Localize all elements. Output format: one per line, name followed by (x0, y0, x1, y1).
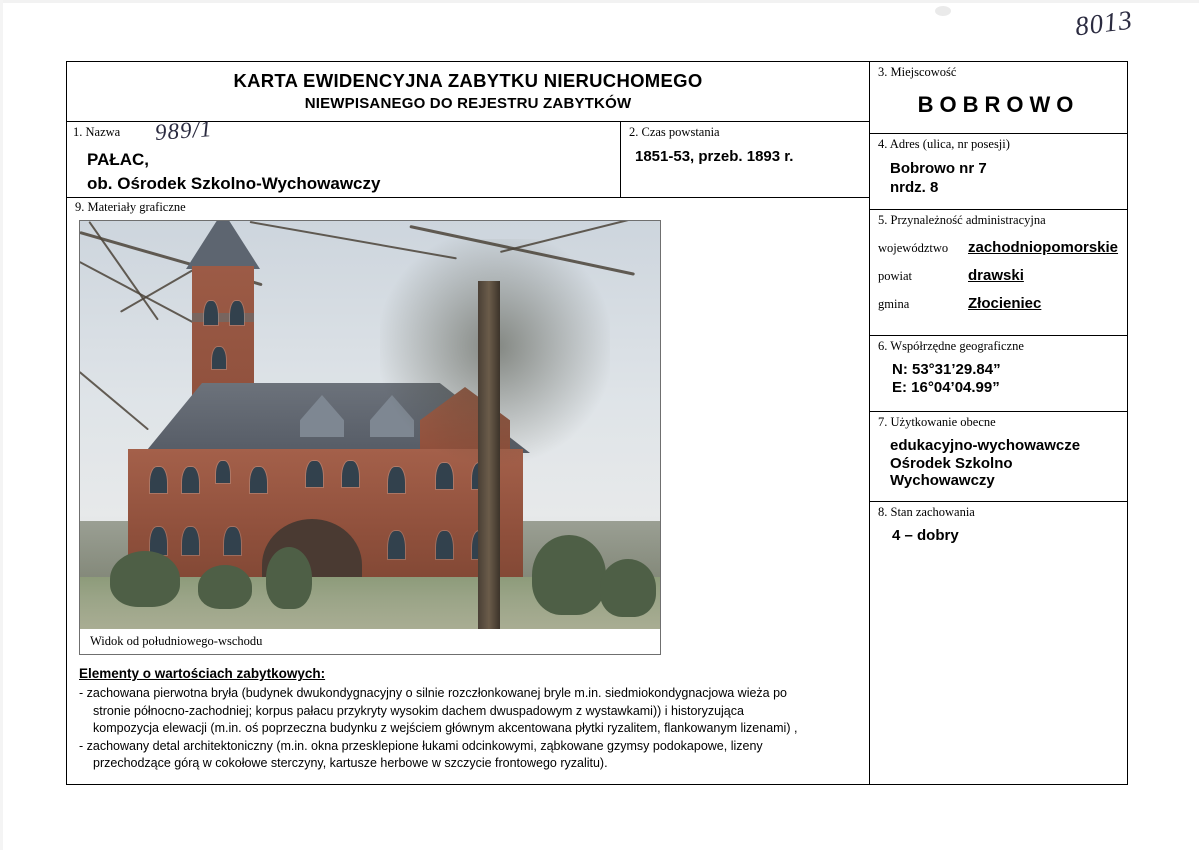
photo-frame (79, 220, 661, 655)
photo-bush (266, 547, 312, 609)
photo-window (230, 301, 244, 325)
photo-window (342, 461, 359, 487)
field-current-use-value-line1: edukacyjno-wychowawcze (890, 437, 1081, 454)
photo-window (216, 461, 230, 483)
field-construction-date (621, 122, 869, 197)
field-condition-label: 8. Stan zachowania (878, 505, 975, 519)
field-address-value-line1: Bobrowo nr 7 (890, 160, 987, 177)
field-name-value-line2: ob. Ośrodek Szkolno-Wychowawczy (87, 174, 381, 193)
heritage-values-line: - zachowana pierwotna bryła (budynek dwukondygnacyjny o silnie rozczłonkowanej bryle m.in. siedmiokondygnacjowa wieża po (79, 686, 788, 700)
field-coordinates-east: E: 16°04’04.99” (892, 379, 1000, 396)
field-locality-label: 3. Miejscowość (878, 65, 957, 79)
card-right-column (870, 62, 1127, 784)
field-administration-label: 5. Przynależność administracyjna (878, 213, 1046, 227)
photo-bush (198, 565, 252, 609)
field-current-use-label: 7. Użytkowanie obecne (878, 415, 996, 429)
photo-tree-trunk (478, 281, 500, 629)
field-graphic-materials (67, 198, 869, 784)
field-name (67, 122, 621, 197)
photo-bush (110, 551, 180, 607)
photo-window (250, 467, 267, 493)
field-graphics-label: 9. Materiały graficzne (75, 200, 186, 214)
heritage-values-line: stronie północno-zachodniej; korpus pałacu przykryty wysokim dachem dwuspadowym z wystawkami)) i historyzująca (93, 703, 744, 718)
card-left-column (67, 62, 870, 784)
handwritten-corner-number: 8013 (1073, 4, 1135, 42)
photo-window (182, 467, 199, 493)
field-address (870, 134, 1127, 210)
administration-row (878, 267, 1119, 284)
field-address-label: 4. Adres (ulica, nr posesji) (878, 137, 1010, 151)
scan-edge-left (0, 0, 3, 850)
photo-window (204, 301, 218, 325)
heritage-values-line: kompozycja elewacji (m.in. oś poprzeczna budynku z wejściem głównym akcentowana płytki ryzalitem, flankowanym lizenami) , (93, 721, 798, 735)
field-locality-value: BOBROWO (917, 92, 1080, 117)
field-name-label: 1. Nazwa (73, 125, 121, 139)
heritage-values-line: - zachowany detal architektoniczny (m.in. okna przesklepione łukami odcinkowymi, ząbkowane gzymsy podokapowe, lizeny (79, 738, 763, 753)
palace-photograph (80, 221, 660, 629)
administration-key: powiat (878, 269, 913, 283)
field-address-value-line2: nrdz. 8 (890, 179, 939, 196)
photo-window (224, 527, 241, 555)
field-coordinates (870, 336, 1127, 412)
field-current-use-value-line2: Ośrodek Szkolno Wychowawczy (890, 455, 1013, 489)
page-subtitle: NIEWPISANEGO DO REJESTRU ZABYTKÓW (304, 95, 632, 112)
photo-window (436, 531, 453, 559)
photo-window (388, 531, 405, 559)
field-administration (870, 210, 1127, 336)
field-coordinates-label: 6. Współrzędne geograficzne (878, 339, 1024, 353)
photo-window (182, 527, 199, 555)
page-title: KARTA EWIDENCYJNA ZABYTKU NIERUCHOMEGO (233, 70, 703, 91)
administration-value: zachodniopomorskie (968, 239, 1119, 256)
photo-window (212, 347, 226, 369)
field-date-value: 1851-53, przeb. 1893 r. (635, 148, 794, 165)
handwritten-inventory-number: 989/1 (154, 116, 214, 145)
photo-tower-band (192, 313, 254, 322)
field-condition (870, 502, 1127, 784)
photo-window (306, 461, 323, 487)
photo-bush (600, 559, 656, 617)
administration-row (878, 239, 1119, 256)
photo-window (150, 467, 167, 493)
field-condition-value: 4 – dobry (892, 527, 959, 544)
photo-bush (532, 535, 606, 615)
administration-value: drawski (968, 267, 1024, 284)
field-coordinates-north: N: 53°31’29.84” (892, 361, 1001, 378)
heritage-values-body (79, 685, 855, 772)
administration-key: województwo (878, 241, 949, 255)
heritage-values-section (79, 666, 855, 773)
photo-caption: Widok od południowego-wschodu (80, 629, 660, 654)
administration-value: Złocieniec (968, 295, 1042, 312)
field-name-value-line1: PAŁAC, (87, 150, 150, 169)
administration-key: gmina (878, 297, 910, 311)
field-current-use (870, 412, 1127, 502)
record-card (66, 61, 1128, 785)
scan-smudge (935, 6, 951, 16)
field-date-label: 2. Czas powstania (629, 125, 720, 139)
scan-edge-top (0, 0, 1199, 3)
card-title-block (67, 62, 869, 122)
heritage-values-title: Elementy o wartościach zabytkowych: (79, 666, 326, 681)
administration-row (878, 295, 1119, 312)
heritage-values-line: przechodzące górą w cokołowe sterczyny, kartusze herbowe w szczycie frontowego ryzalitu). (93, 756, 608, 770)
photo-tower-roof (186, 221, 260, 269)
field-locality (870, 62, 1127, 134)
